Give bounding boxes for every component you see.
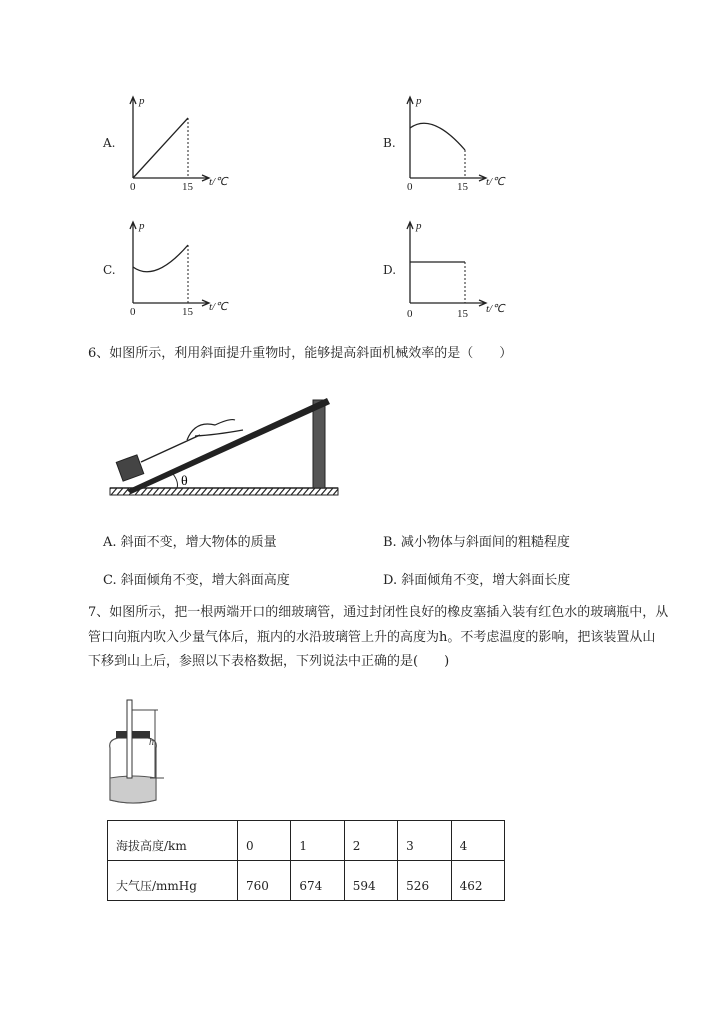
table-row (108, 861, 505, 901)
graph-b (397, 90, 557, 200)
choice-a[interactable]: A. 斜面不变，增大物体的质量 (103, 535, 277, 550)
y-axis-label: p (139, 220, 145, 232)
graph-c-label: C. (103, 263, 116, 277)
table-cell: 3 (398, 821, 451, 861)
question-6-text: 6、如图所示，利用斜面提升重物时，能够提高斜面机械效率的是（ ） (88, 346, 513, 361)
graph-a-label: A. (103, 136, 116, 150)
choice-d[interactable]: D. 斜面倾角不变，增大斜面长度 (383, 573, 571, 588)
origin-label: 0 (130, 306, 136, 318)
y-axis-label: p (139, 95, 145, 107)
y-axis-label: p (416, 220, 422, 232)
altitude-pressure-table (107, 820, 505, 901)
axes (407, 97, 486, 181)
origin-label: 0 (130, 181, 136, 193)
axes (130, 222, 209, 306)
table-row (108, 821, 505, 861)
origin-label: 0 (407, 308, 413, 320)
x-tick-label: 15 (182, 306, 193, 318)
graph-c (120, 215, 280, 325)
table-cell: 4 (451, 821, 504, 861)
graph-d (397, 215, 557, 325)
table-cell: 462 (451, 861, 504, 901)
table-cell: 594 (344, 861, 397, 901)
table-cell: 0 (238, 821, 291, 861)
bottle-figure (100, 698, 180, 810)
graph-a (120, 90, 280, 200)
graph-d-label: D. (383, 263, 397, 277)
graph-b-label: B. (383, 136, 396, 150)
table-cell: 760 (238, 861, 291, 901)
question-7-text (88, 601, 698, 675)
x-axis-label: t/℃ (209, 301, 228, 313)
x-tick-label: 15 (457, 181, 468, 193)
x-axis-label: t/℃ (209, 176, 228, 188)
question-7-line: 7、如图所示，把一根两端开口的细玻璃管，通过封闭性良好的橡皮塞插入装有红色水的玻璃瓶中，从 (88, 605, 669, 620)
incline-figure (105, 390, 345, 505)
curve (133, 245, 188, 272)
h-label: h (149, 737, 154, 748)
angle-label: θ (181, 474, 188, 489)
choice-c[interactable]: C. 斜面倾角不变，增大斜面高度 (103, 573, 290, 588)
y-axis-label: p (416, 95, 422, 107)
x-axis-label: t/℃ (486, 303, 505, 315)
table-cell: 大气压/mmHg (108, 861, 238, 901)
question-7-line: 管口向瓶内吹入少量气体后，瓶内的水沿玻璃管上升的高度为h。不考虑温度的影响，把该装置从山 (88, 629, 656, 645)
question-7-line: 下移到山上后，参照以下表格数据，下列说法中正确的是( ) (88, 654, 450, 669)
table-cell: 526 (398, 861, 451, 901)
choice-b[interactable]: B. 减小物体与斜面间的粗糙程度 (383, 535, 570, 550)
axes (407, 222, 486, 306)
x-tick-label: 15 (457, 308, 468, 320)
table-cell: 1 (291, 821, 344, 861)
table-cell: 674 (291, 861, 344, 901)
x-axis-label: t/℃ (486, 176, 505, 188)
table-cell: 海拔高度/km (108, 821, 238, 861)
x-tick-label: 15 (182, 181, 193, 193)
origin-label: 0 (407, 181, 413, 193)
curve (410, 123, 465, 150)
curve (133, 118, 188, 178)
table-cell: 2 (344, 821, 397, 861)
